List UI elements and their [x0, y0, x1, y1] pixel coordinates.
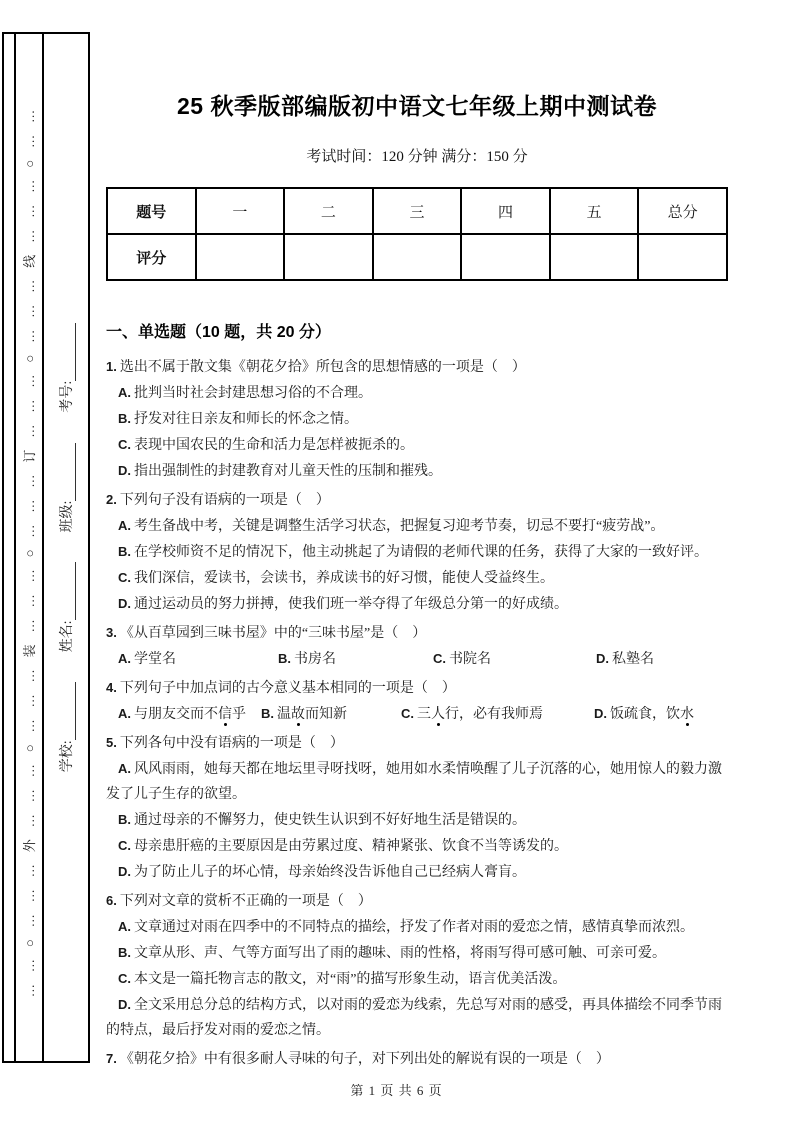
option-text: 风风雨雨，她每天都在地坛里寻呀找呀，她用如水柔情唤醒了儿子沉落的心，她用惊人的毅力激发了儿子生存的欲望。	[106, 762, 722, 802]
option-letter: A.	[118, 385, 131, 400]
score-table-column-header: 一	[196, 188, 285, 234]
option-letter: B.	[118, 945, 131, 960]
option-text: 本文是一篇托物言志的散文，对“雨”的描写形象生动，语言优美活泼。	[134, 972, 567, 987]
option-text: 饭疏食，饮	[610, 707, 680, 722]
option-letter: C.	[118, 838, 131, 853]
question-number: 7.	[106, 1051, 117, 1066]
question-stem-text: 下列句子没有语病的一项是（ ）	[119, 493, 330, 508]
emphasized-character: 水	[680, 707, 694, 722]
option-text: 通过母亲的不懈努力，使史铁生认识到不好好地生活是错误的。	[134, 813, 526, 828]
option-letter: D.	[118, 596, 131, 611]
question-option-A	[106, 914, 728, 940]
question-option-D	[594, 701, 694, 727]
class-field	[56, 443, 76, 533]
school-label: 学校:	[59, 740, 75, 773]
question-option-D	[106, 992, 728, 1043]
question-1	[106, 354, 728, 484]
question-option-D	[106, 859, 728, 885]
option-text: 批判当时社会封建思想习俗的不合理。	[134, 386, 372, 401]
main-content	[106, 0, 728, 1072]
margin-frame-line-3	[88, 32, 90, 1063]
binding-line-strip	[15, 34, 41, 1061]
question-stem-text: 选出不属于散文集《朝花夕拾》所包含的思想情感的一项是（ ）	[119, 360, 526, 375]
question-number: 6.	[106, 893, 117, 908]
question-option-B	[261, 701, 401, 727]
option-text: 为了防止儿子的坏心情，母亲始终没告诉他自己已经病人膏肓。	[134, 865, 526, 880]
option-letter: C.	[433, 651, 446, 666]
question-stem	[106, 1046, 728, 1072]
option-letter: D.	[118, 463, 131, 478]
question-stem	[106, 888, 728, 914]
margin-frame-line-outer	[2, 32, 4, 1063]
emphasized-character: 人	[431, 707, 445, 722]
option-letter: A.	[118, 518, 131, 533]
school-blank[interactable]	[60, 682, 76, 740]
question-6	[106, 888, 728, 1043]
question-stem	[106, 354, 728, 380]
question-option-C	[106, 565, 728, 591]
score-table-column-header: 三	[373, 188, 462, 234]
name-label: 姓名:	[59, 620, 75, 653]
exam-number-field	[56, 323, 76, 413]
school-field	[56, 682, 76, 772]
option-letter: C.	[118, 437, 131, 452]
emphasized-character: 故	[291, 707, 305, 722]
question-option-B	[106, 406, 728, 432]
question-number: 3.	[106, 625, 117, 640]
question-7	[106, 1046, 728, 1072]
question-stem-text: 下列对文章的赏析不正确的一项是（ ）	[119, 894, 372, 909]
class-blank[interactable]	[60, 443, 76, 501]
question-option-A	[106, 756, 728, 807]
score-table	[106, 187, 728, 281]
exam-number-blank[interactable]	[60, 323, 76, 381]
question-option-B	[106, 807, 728, 833]
score-cell-empty	[196, 234, 285, 280]
score-cell-empty	[461, 234, 550, 280]
question-stem	[106, 487, 728, 513]
option-text: 指出强制性的封建教育对儿童天性的压制和摧残。	[134, 464, 442, 479]
exam-info: 考试时间：120 分钟 满分：150 分	[306, 149, 528, 165]
question-option-A	[106, 380, 728, 406]
page-title: 25 秋季版部编版初中语文七年级上期中测试卷	[177, 93, 657, 119]
option-text: 三	[417, 707, 431, 722]
question-option-C	[401, 701, 594, 727]
option-text: 而知新	[305, 707, 347, 722]
option-text: 书院名	[449, 652, 491, 667]
option-letter: D.	[596, 651, 609, 666]
score-cell-empty	[373, 234, 462, 280]
option-letter: A.	[118, 706, 131, 721]
question-option-B	[106, 539, 728, 565]
option-text: 乎	[232, 707, 246, 722]
question-option-D	[106, 591, 728, 617]
question-number: 2.	[106, 492, 117, 507]
option-text: 母亲患肝癌的主要原因是由劳累过度、精神紧张、饮食不当等诱发的。	[134, 839, 568, 854]
score-table-column-header: 总分	[638, 188, 727, 234]
option-letter: B.	[118, 411, 131, 426]
option-letter: B.	[278, 651, 291, 666]
name-blank[interactable]	[60, 563, 76, 621]
option-letter: B.	[261, 706, 274, 721]
option-text: 抒发对往日亲友和师长的怀念之情。	[134, 412, 358, 427]
option-letter: A.	[118, 919, 131, 934]
student-info-strip	[43, 34, 88, 1061]
question-option-C	[106, 432, 728, 458]
question-5	[106, 730, 728, 885]
score-table-column-header: 四	[461, 188, 550, 234]
question-option-B	[106, 940, 728, 966]
option-letter: B.	[118, 812, 131, 827]
class-label: 班级:	[59, 500, 75, 533]
question-number: 4.	[106, 680, 117, 695]
score-cell-empty	[638, 234, 727, 280]
question-option-C	[433, 646, 596, 672]
option-text: 私塾名	[612, 652, 654, 667]
option-text: 温	[277, 707, 291, 722]
name-field	[56, 563, 76, 653]
option-letter: C.	[401, 706, 414, 721]
exam-number-label: 考号:	[59, 380, 75, 413]
option-text: 表现中国农民的生命和活力是怎样被扼杀的。	[134, 438, 414, 453]
question-option-B	[278, 646, 433, 672]
question-option-A	[118, 701, 261, 727]
section-heading: 一、单选题（10 题，共 20 分）	[106, 324, 331, 341]
option-text: 书房名	[294, 652, 336, 667]
question-option-D	[106, 458, 728, 484]
question-stem-text: 下列句子中加点词的古今意义基本相同的一项是（ ）	[119, 681, 456, 696]
option-text: 与朋友交而不	[134, 707, 218, 722]
emphasized-character: 信	[218, 707, 232, 722]
score-table-header-label: 题号	[107, 188, 196, 234]
question-option-A	[118, 646, 278, 672]
option-row	[106, 646, 728, 672]
score-cell-empty	[550, 234, 639, 280]
option-text: 行，必有我师焉	[445, 707, 543, 722]
question-number: 1.	[106, 359, 117, 374]
option-letter: D.	[594, 706, 607, 721]
option-text: 通过运动员的努力拼搏，使我们班一举夺得了年级总分第一的好成绩。	[134, 597, 568, 612]
question-stem	[106, 620, 728, 646]
option-letter: A.	[118, 761, 131, 776]
score-table-row-label: 评分	[107, 234, 196, 280]
question-number: 5.	[106, 735, 117, 750]
score-table-column-header: 五	[550, 188, 639, 234]
question-option-C	[106, 833, 728, 859]
question-option-D	[596, 646, 654, 672]
score-cell-empty	[284, 234, 373, 280]
option-letter: D.	[118, 997, 131, 1012]
question-2	[106, 487, 728, 617]
page-number: 第 1 页 共 6 页	[350, 1083, 443, 1098]
option-text: 在学校师资不足的情况下，他主动挑起了为请假的老师代课的任务，获得了大家的一致好评。	[134, 545, 708, 560]
question-list	[106, 354, 728, 1072]
option-text: 文章通过对雨在四季中的不同特点的描绘，抒发了作者对雨的爱恋之情，感情真挚而浓烈。	[134, 920, 694, 935]
question-4	[106, 675, 728, 727]
question-stem-text: 下列各句中没有语病的一项是（ ）	[119, 736, 344, 751]
option-text: 我们深信，爱读书，会读书，养成读书的好习惯，能使人受益终生。	[134, 571, 554, 586]
option-letter: D.	[118, 864, 131, 879]
question-3	[106, 620, 728, 672]
question-stem-text: 《朝花夕拾》中有很多耐人寻味的句子，对下列出处的解说有误的一项是（ ）	[119, 1052, 610, 1067]
option-text: 文章从形、声、气等方面写出了雨的趣味、雨的性格，将雨写得可感可触、可亲可爱。	[134, 946, 666, 961]
binding-line-text: ……○………外………○………装………○………订………○………线………○……	[21, 97, 37, 998]
option-letter: B.	[118, 544, 131, 559]
question-stem	[106, 675, 728, 701]
option-letter: C.	[118, 971, 131, 986]
option-letter: A.	[118, 651, 131, 666]
option-letter: C.	[118, 570, 131, 585]
question-option-C	[106, 966, 728, 992]
option-text: 全文采用总分总的结构方式，以对雨的爱恋为线索，先总写对雨的感受，再具体描绘不同季节雨的特点，最后抒发对雨的爱恋之情。	[106, 998, 722, 1038]
question-stem	[106, 730, 728, 756]
question-option-A	[106, 513, 728, 539]
score-table-column-header: 二	[284, 188, 373, 234]
option-text: 学堂名	[134, 652, 176, 667]
option-text: 考生备战中考，关键是调整生活学习状态，把握复习迎考节奏，切忌不要打“疲劳战”。	[134, 519, 665, 534]
option-row	[106, 701, 728, 727]
question-stem-text: 《从百草园到三味书屋》中的“三味书屋”是（ ）	[119, 626, 427, 641]
